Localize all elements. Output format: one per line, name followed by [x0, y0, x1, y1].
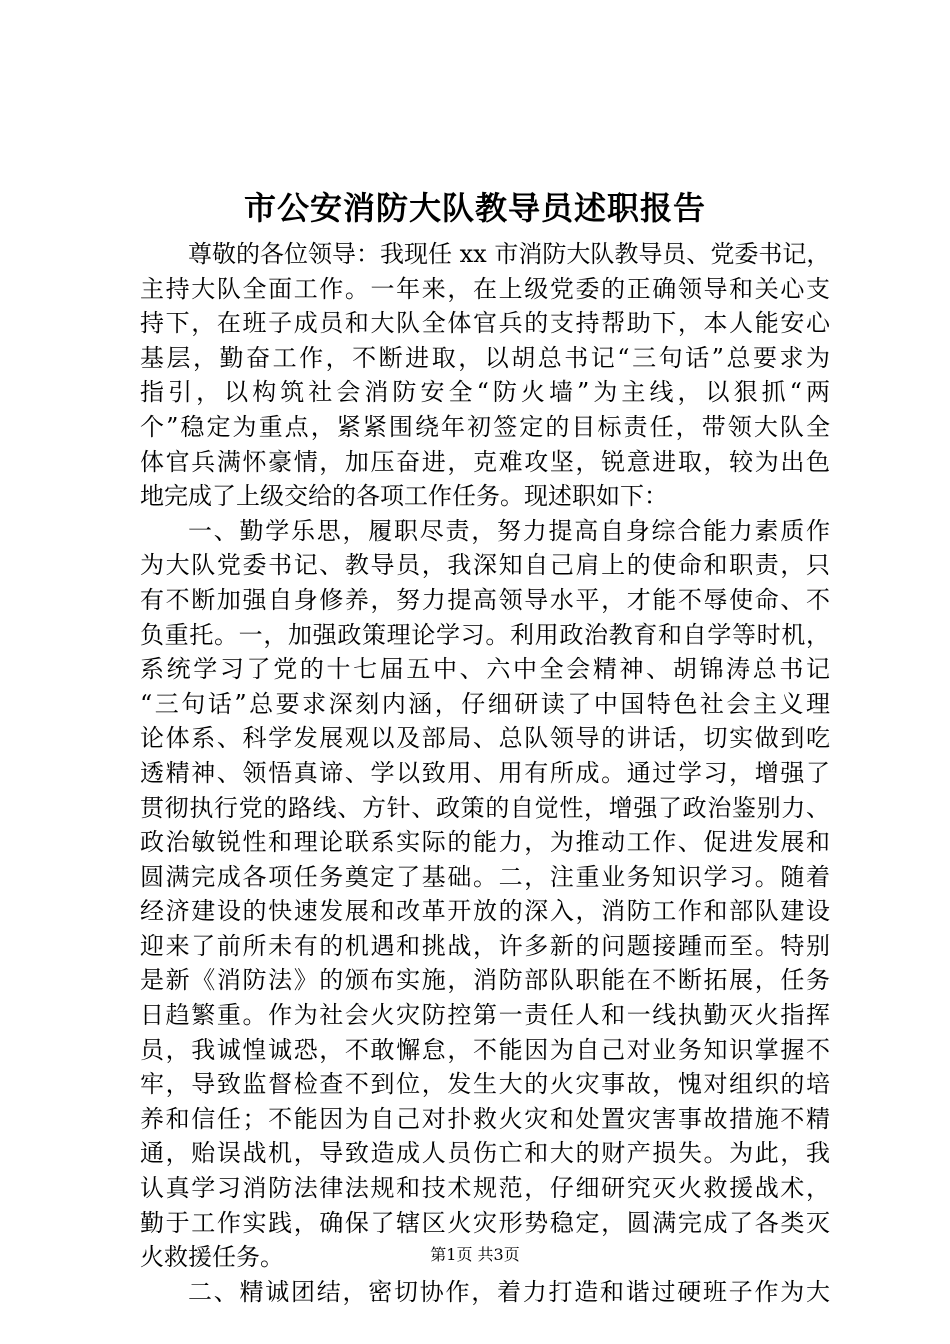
- text-line: “三句话”总要求深刻内涵，仔细研读了中国特色社会主义理: [140, 689, 830, 718]
- text-line: 是新《消防法》的颁布实施，消防部队职能在不断拓展，任务: [140, 966, 830, 995]
- text-line: 持下，在班子成员和大队全体官兵的支持帮助下，本人能安心: [140, 309, 830, 338]
- text-line: 勤于工作实践，确保了辖区火灾形势稳定，圆满完成了各类灭: [140, 1208, 830, 1237]
- text-line: 为大队党委书记、教导员，我深知自己肩上的使命和职责，只: [140, 551, 830, 580]
- text-line: 一、勤学乐思，履职尽责，努力提高自身综合能力素质作: [188, 516, 830, 545]
- text-line: 养和信任；不能因为自己对扑救火灾和处置灾害事故措施不精: [140, 1104, 830, 1133]
- text-line: 二、精诚团结，密切协作，着力打造和谐过硬班子作为大: [188, 1277, 830, 1306]
- text-line: 系统学习了党的十七届五中、六中全会精神、胡锦涛总书记: [140, 655, 830, 684]
- text-line: 牢，导致监督检查不到位，发生大的火灾事故，愧对组织的培: [140, 1070, 830, 1099]
- text-line: 通，贻误战机，导致造成人员伤亡和大的财产损失。为此，我: [140, 1139, 830, 1168]
- text-line: 论体系、科学发展观以及部局、总队领导的讲话，切实做到吃: [140, 724, 830, 753]
- text-line: 地完成了上级交给的各项工作任务。现述职如下：: [140, 482, 668, 511]
- document-title: 市公安消防大队教导员述职报告: [243, 189, 706, 227]
- text-line: 火救援任务。: [140, 1243, 284, 1272]
- text-line: 经济建设的快速发展和改革开放的深入，消防工作和部队建设: [140, 897, 830, 926]
- text-line: 个”稳定为重点，紧紧围绕年初签定的目标责任，带领大队全: [140, 412, 830, 441]
- text-line: 圆满完成各项任务奠定了基础。二，注重业务知识学习。随着: [140, 862, 830, 891]
- text-line: 透精神、领悟真谛、学以致用、用有所成。通过学习，增强了: [140, 758, 830, 787]
- text-line: 主持大队全面工作。一年来，在上级党委的正确领导和关心支: [140, 274, 830, 303]
- text-line: 日趋繁重。作为社会火灾防控第一责任人和一线执勤灭火指挥: [140, 1001, 830, 1030]
- text-line: 员，我诚惶诚恐，不敢懈怠，不能因为自己对业务知识掌握不: [140, 1035, 830, 1064]
- text-line: 尊敬的各位领导：我现任 xx 市消防大队教导员、党委书记，: [188, 240, 831, 268]
- text-line: 体官兵满怀豪情，加压奋进，克难攻坚，锐意进取，较为出色: [140, 447, 830, 476]
- text-line: 政治敏锐性和理论联系实际的能力，为推动工作、促进发展和: [140, 828, 830, 857]
- text-line: 负重托。一，加强政策理论学习。利用政治教育和自学等时机，: [140, 620, 830, 649]
- text-line: 有不断加强自身修养，努力提高领导水平，才能不辱使命、不: [140, 585, 830, 614]
- text-line: 指引，以构筑社会消防安全“防火墙”为主线，以狠抓“两: [140, 378, 830, 407]
- text-line: 基层，勤奋工作，不断进取，以胡总书记“三句话”总要求为: [140, 343, 830, 372]
- document-body: [140, 237, 830, 1309]
- text-line: 贯彻执行党的路线、方针、政策的自觉性，增强了政治鉴别力、: [140, 793, 830, 822]
- page-footer: 第1页 共3页: [430, 1245, 520, 1264]
- text-line: 认真学习消防法律法规和技术规范，仔细研究灭火救援战术，: [140, 1174, 830, 1203]
- text-line: 迎来了前所未有的机遇和挑战，许多新的问题接踵而至。特别: [140, 931, 830, 960]
